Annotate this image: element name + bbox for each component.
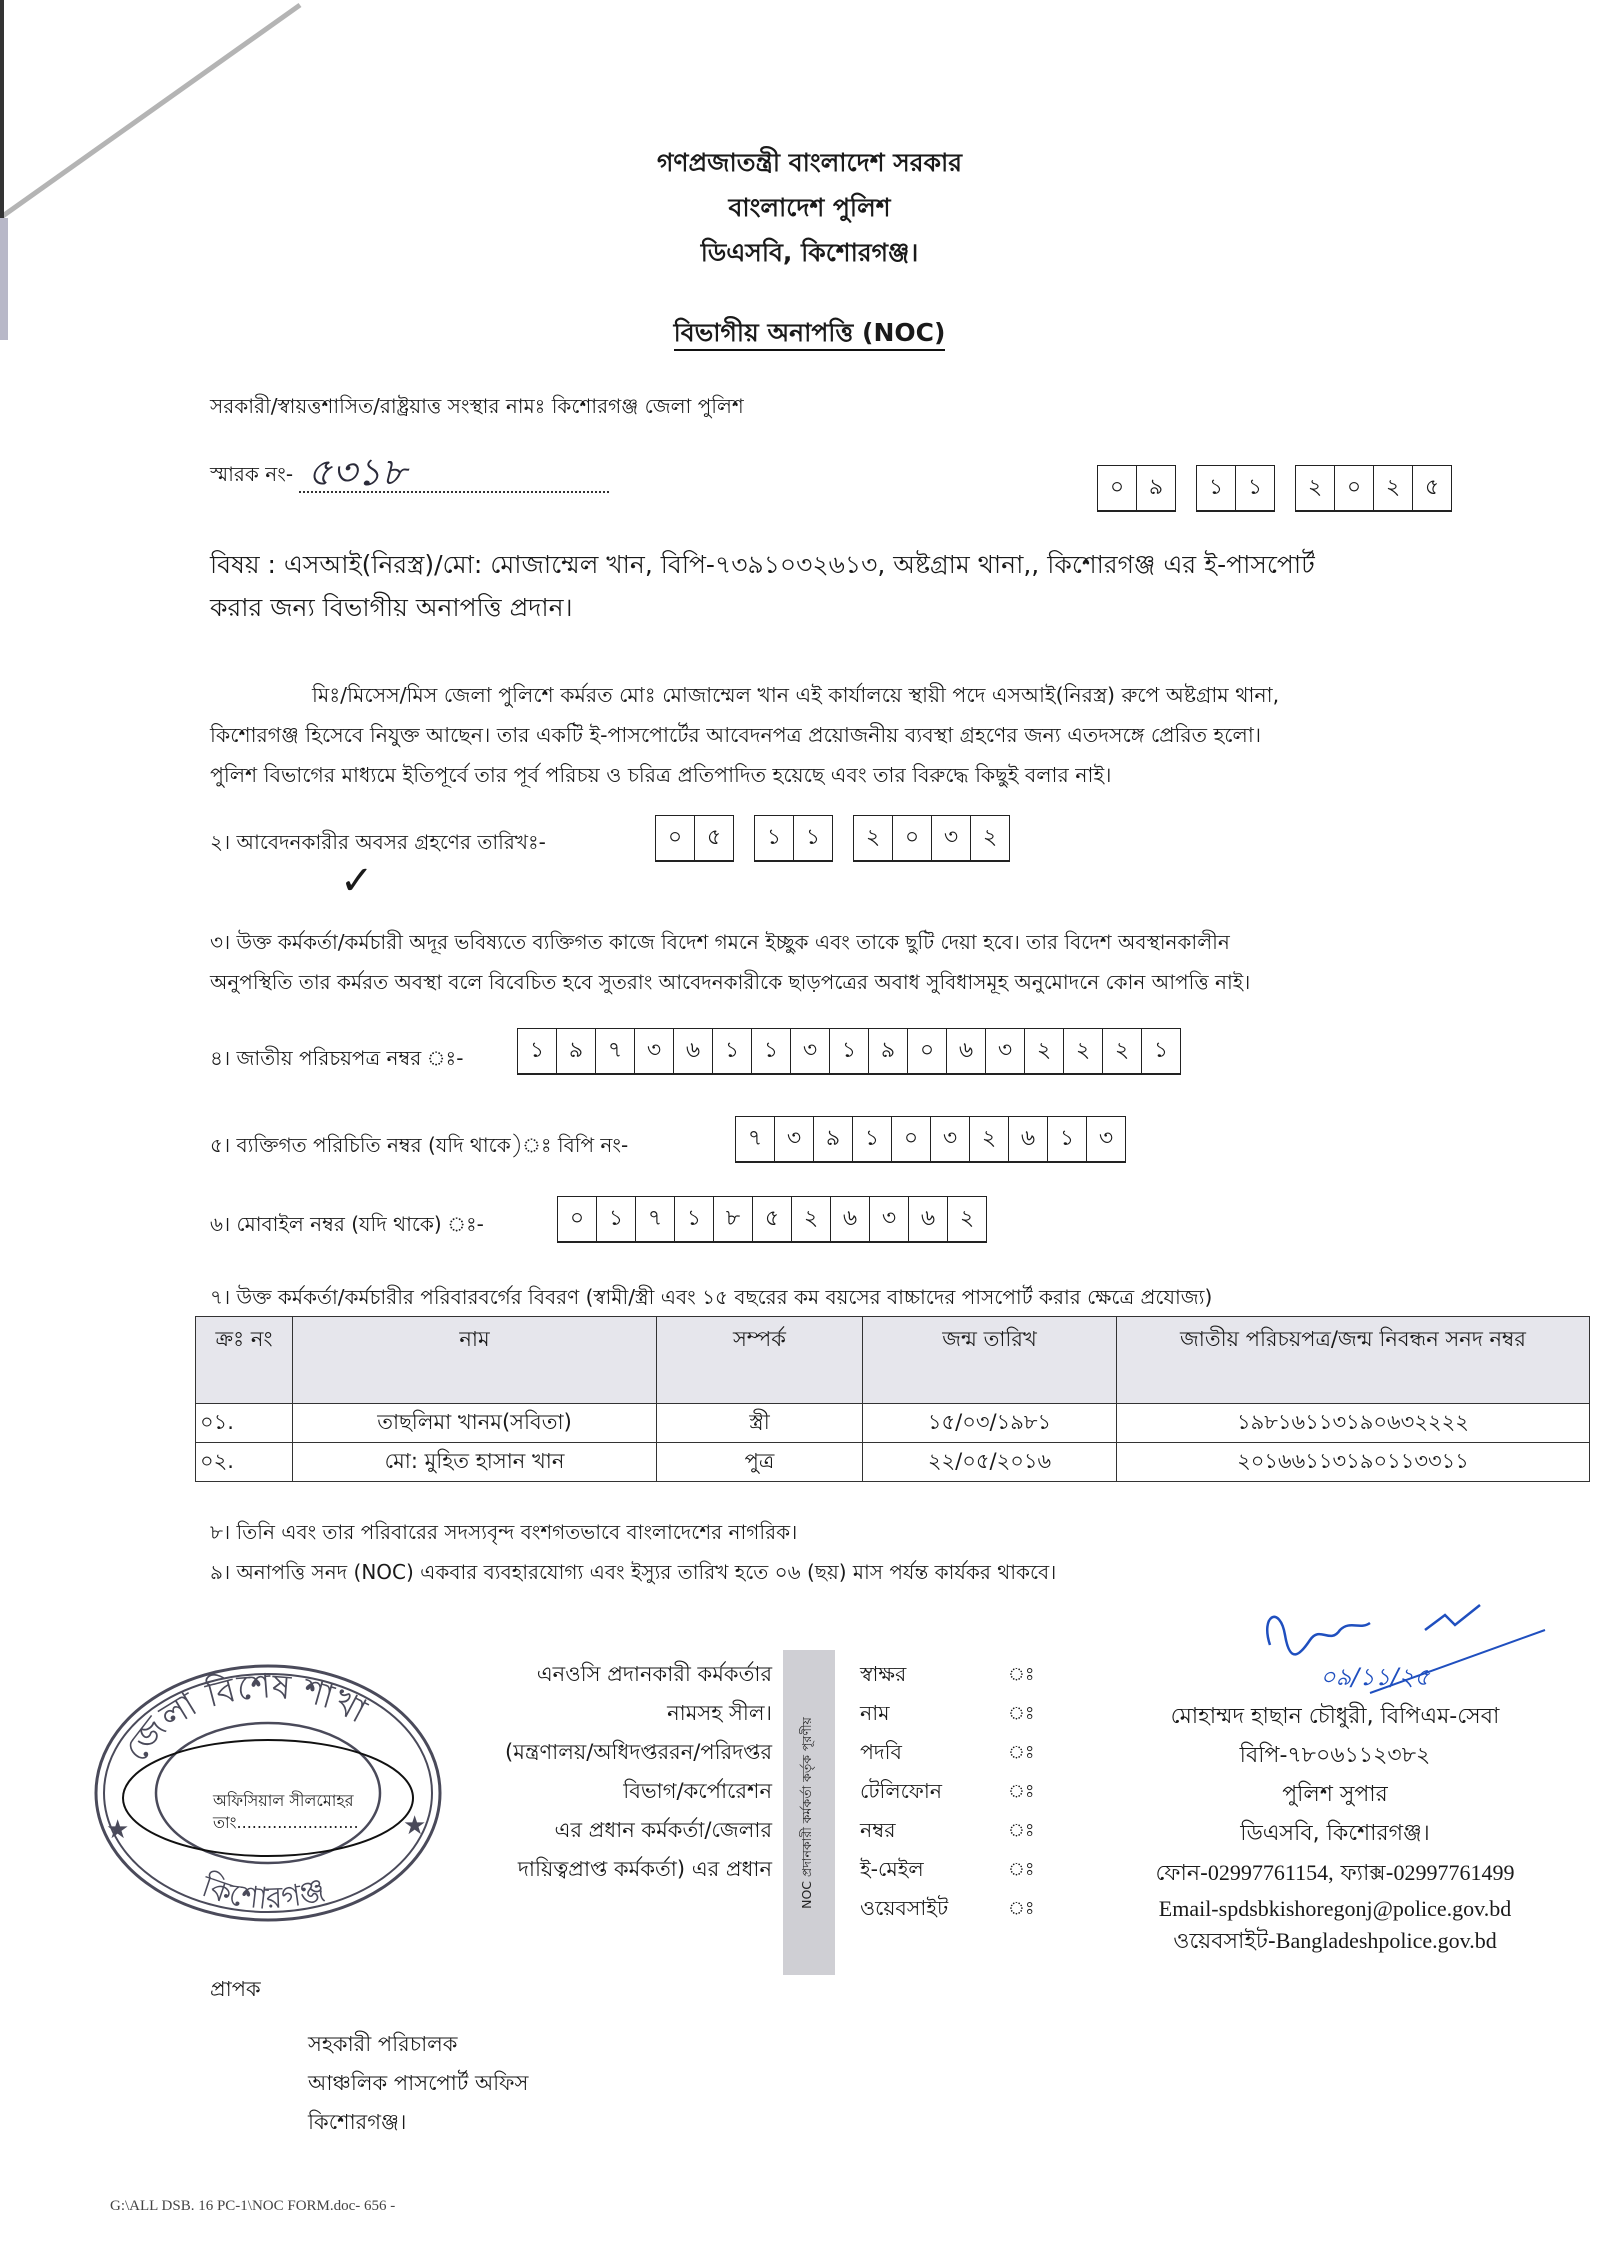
title-text: বিভাগীয় অনাপত্তি (NOC) (674, 318, 946, 351)
digit-box: ৬ (1009, 1117, 1048, 1161)
seal-date-label: তাং........................ (213, 1813, 359, 1832)
digit-box: ০ (893, 816, 932, 860)
signatory-website[interactable] (1065, 1925, 1605, 1958)
digit-box: ১ (752, 1029, 791, 1073)
subject-line-1: বিষয় : এসআই(নিরস্ত্র)/মো: মোজাম্মেল খান, বিপি-৭৩৯১০৩২৬১৩, অষ্টগ্রাম থানা,, কিশোরগঞ্জ এর ই-পাসপোর্ট (210, 550, 1315, 579)
issuer-note-line: এনওসি প্রদানকারী কর্মকর্তার (536, 1662, 772, 1686)
digit-box: ২ (1103, 1029, 1142, 1073)
digit-box: ৬ (909, 1197, 948, 1241)
field-colon: ঃ (1008, 1742, 1035, 1763)
digit-box: ২ (854, 816, 893, 860)
digit-box: ২ (1064, 1029, 1103, 1073)
field-label: নাম (860, 1701, 890, 1725)
digit-box: ০ (558, 1197, 597, 1241)
digit-box: ৫ (1424, 475, 1440, 500)
body-line-2: কিশোরগঞ্জ হিসেবে নিযুক্ত আছেন। তার একটি ই-পাসপোর্টের আবেদনপত্র প্রয়োজনীয় ব্যবস্থা গ্রহণের জন্য এতদসঙ্গে প্রেরিত হলো। (210, 723, 1262, 747)
col-nid: জাতীয় পরিচয়পত্র/জন্ম নিবন্ধন সনদ নম্বর (1117, 1317, 1590, 1404)
recipient-address (308, 2025, 528, 2142)
memo-date-year (1295, 465, 1452, 512)
memo-number: ৫৩১৮ (307, 450, 407, 494)
field-colon: ঃ (1008, 1820, 1035, 1841)
digit-box: ১ (518, 1029, 557, 1073)
handwritten-signature (1240, 1585, 1560, 1695)
col-name: নাম (293, 1317, 657, 1404)
fax-label: ফ্যাক্স- (1340, 1861, 1394, 1886)
col-serial: ক্রঃ নং (196, 1317, 293, 1404)
digit-box: ৭ (736, 1117, 775, 1161)
signatory-bp: বিপি-৭৮০৬১১২৩৮২ (1239, 1743, 1431, 1768)
header-office: ডিএসবি, কিশোরগঞ্জ। (700, 238, 919, 267)
issuer-note-line: বিভাগ/কর্পোরেশন (623, 1779, 772, 1803)
table-row (196, 1404, 1590, 1443)
item7-label: ৭। উক্ত কর্মকর্তা/কর্মচারীর পরিবারবর্গের বিবরণ (স্বামী/স্ত্রী এবং ১৫ বছরের কম বয়সের বাচ্চাদের পাসপোর্ট করার ক্ষেত্রে প্রযোজ্য) (210, 1285, 1213, 1309)
website-label: ওয়েবসাইট- (1173, 1929, 1276, 1954)
digit-box: ৬ (831, 1197, 870, 1241)
retirement-date-month (754, 815, 833, 862)
digit-box: ১ (1197, 466, 1236, 510)
vertical-label-bar (783, 1650, 835, 1975)
digit-box: ১ (1153, 1038, 1169, 1063)
issuer-note-line: (মন্ত্রণালয়/অধিদপ্তররন/পরিদপ্তর (505, 1740, 772, 1764)
fax-number: 02997761499 (1393, 1860, 1515, 1885)
digit-box: ১ (805, 825, 821, 850)
star-icon: ★ (106, 1815, 130, 1845)
digit-box: ২ (1296, 466, 1335, 510)
digit-box: ০ (1335, 466, 1374, 510)
footer-file-path: G:\ALL DSB. 16 PC-1\NOC FORM.doc- 656 - (110, 2198, 396, 2214)
digit-box: ৯ (557, 1029, 596, 1073)
table-cell: পুত্র (657, 1443, 863, 1482)
digit-box: ৭ (596, 1029, 635, 1073)
digit-box: ১ (1247, 475, 1263, 500)
official-seal (88, 1658, 448, 1928)
item2-label: ২। আবেদনকারীর অবসর গ্রহণের তারিখঃ- (210, 830, 546, 854)
seal-top-text: জেলা বিশেষ শাখা (116, 1666, 374, 1770)
body-line-3: পুলিশ বিভাগের মাধ্যমে ইতিপূর্বে তার পূর্ব পরিচয় ও চরিত্র প্রতিপাদিত হয়েছে এবং তার বিরুদ্ধে কিছুই বলার নাই। (210, 763, 1112, 787)
memo-label: স্মারক নং- (210, 462, 294, 486)
digit-box: ৫ (706, 825, 722, 850)
signature-date: ০৯/১১/২৫ (1320, 1663, 1430, 1691)
body-line-1: মিঃ/মিসেস/মিস জেলা পুলিশে কর্মরত মোঃ মোজাম্মেল খান এই কার্যালয়ে স্থায়ী পদে এসআই(নিরস্ত্র) রুপে অষ্টগ্রাম থানা, (312, 683, 1280, 707)
item5-label: ৫। ব্যক্তিগত পরিচিতি নম্বর (যদি থাকে)ঃ বিপি নং- (210, 1133, 629, 1157)
family-table (195, 1316, 1590, 1482)
signatory-contact (1065, 1853, 1605, 1893)
table-cell: মো: মুহিত হাসান খান (293, 1443, 657, 1482)
digit-box: ৩ (791, 1029, 830, 1073)
issuer-note-line: দায়িত্বপ্রাপ্ত কর্মকর্তা) এর প্রধান (517, 1857, 772, 1881)
seal-bottom-text: কিশোরগঞ্জ (197, 1869, 330, 1917)
digit-box: ৩ (931, 1117, 970, 1161)
digit-box: ১ (1048, 1117, 1087, 1161)
recipient-line: কিশোরগঞ্জ। (308, 2110, 407, 2134)
family-table-header (196, 1317, 1590, 1404)
field-colon: ঃ (1008, 1664, 1035, 1685)
mobile-number-boxes (557, 1196, 987, 1243)
table-cell: ১৯৮১৬১১৩১৯০৬৩২২২২ (1117, 1404, 1590, 1443)
signatory-office: ডিএসবি, কিশোরগঞ্জ। (1240, 1821, 1430, 1846)
item3-line-2: অনুপস্থিতি তার কর্মরত অবস্থা বলে বিবেচিত হবে সুতরাং আবেদনকারীকে ছাড়পত্রের অবাধ সুবিধাসমূহ অনুমোদনে কোন আপত্তি নাই। (210, 970, 1251, 994)
digit-box: ০ (908, 1029, 947, 1073)
field-colon: ঃ (1008, 1859, 1035, 1880)
digit-box: ৩ (870, 1197, 909, 1241)
digit-box: ৩ (932, 816, 971, 860)
digit-box: ৯ (869, 1029, 908, 1073)
seal-inner-label: অফিসিয়াল সীলমোহর (213, 1791, 354, 1810)
digit-box: ২ (1025, 1029, 1064, 1073)
digit-box: ১ (597, 1197, 636, 1241)
issuer-note (440, 1655, 772, 1889)
nid-number-boxes (517, 1028, 1181, 1075)
item8: ৮। তিনি এবং তার পরিবারের সদস্যবৃন্দ বংশগতভাবে বাংলাদেশের নাগরিক। (210, 1520, 798, 1544)
recipient-line: সহকারী পরিচালক (308, 2032, 458, 2056)
digit-box: ৭ (636, 1197, 675, 1241)
digit-box: ৯ (1148, 475, 1164, 500)
vertical-label: NOC প্রদানকারী কর্মকর্তা কর্তৃক পূরণীয় (799, 1716, 814, 1909)
field-label: স্বাক্ষর (860, 1662, 907, 1686)
field-colon: ঃ (1008, 1781, 1035, 1802)
digit-box: ০ (656, 816, 695, 860)
digit-box: ২ (970, 1117, 1009, 1161)
organization-line: সরকারী/স্বায়ত্তশাসিত/রাষ্ট্রয়াত্ত সংস্থার নামঃ কিশোরগঞ্জ জেলা পুলিশ (210, 394, 744, 418)
table-cell: ২২/০৫/২০১৬ (863, 1443, 1117, 1482)
recipient-line: আঞ্চলিক পাসপোর্ট অফিস (308, 2071, 529, 2095)
memo-date-day (1097, 465, 1176, 512)
item9: ৯। অনাপত্তি সনদ (NOC) একবার ব্যবহারযোগ্য এবং ইস্যুর তারিখ হতে ০৬ (ছয়) মাস পর্যন্ত কার্যকর থাকবে। (210, 1560, 1057, 1584)
digit-box: ৩ (986, 1029, 1025, 1073)
digit-box: ১ (830, 1029, 869, 1073)
signatory-block (1065, 1697, 1605, 1958)
signatory-email[interactable]: Email-spdsbkishoregonj@police.gov.bd (1158, 1896, 1512, 1921)
officer-field-labels (860, 1655, 948, 1928)
field-colon: ঃ (1008, 1898, 1035, 1919)
header-government: গণপ্রজাতন্ত্রী বাংলাদেশ সরকার (657, 148, 962, 177)
digit-box: ২ (959, 1206, 975, 1231)
retirement-date-day (655, 815, 734, 862)
digit-box: ২ (792, 1197, 831, 1241)
digit-box: ১ (853, 1117, 892, 1161)
field-label: পদবি (860, 1740, 902, 1764)
digit-box: ৬ (947, 1029, 986, 1073)
digit-box: ৫ (753, 1197, 792, 1241)
item3-line-1: ৩। উক্ত কর্মকর্তা/কর্মচারী অদূর ভবিষ্যতে ব্যক্তিগত কাজে বিদেশ গমনে ইচ্ছুক এবং তাকে ছুটি দেয়া হবে। তার বিদেশ অবস্থানকালীন (210, 930, 1230, 954)
item6-label: ৬। মোবাইল নম্বর (যদি থাকে) ঃ- (210, 1212, 484, 1236)
issuer-note-line: নামসহ সীল। (667, 1701, 772, 1725)
header-police: বাংলাদেশ পুলিশ (728, 193, 891, 222)
digit-box: ১ (755, 816, 794, 860)
digit-box: ২ (982, 825, 998, 850)
table-row (196, 1443, 1590, 1482)
memo-row (210, 450, 609, 494)
phone-label: ফোন- (1155, 1861, 1208, 1886)
digit-box: ০ (892, 1117, 931, 1161)
website-url: Bangladeshpolice.gov.bd (1275, 1928, 1497, 1953)
field-label: নম্বর (860, 1818, 896, 1842)
digit-box: ০ (1098, 466, 1137, 510)
recipient-label: প্রাপক (210, 1977, 261, 2001)
table-cell: ২০১৬৬১১৩১৯০১১৩৩১১ (1117, 1443, 1590, 1482)
phone-number: 02997761154, (1207, 1860, 1334, 1885)
checkmark: ✓ (340, 858, 374, 904)
signatory-name: মোহাম্মদ হাছান চৌধুরী, বিপিএম-সেবা (1170, 1704, 1500, 1729)
retirement-date-year (853, 815, 1010, 862)
digit-box: ৩ (635, 1029, 674, 1073)
issuer-note-line: এর প্রধান কর্মকর্তা/জেলার (554, 1818, 772, 1842)
digit-box: ৩ (1098, 1126, 1114, 1151)
digit-box: ২ (1374, 466, 1413, 510)
field-colon: ঃ (1008, 1703, 1035, 1724)
table-cell: স্ত্রী (657, 1404, 863, 1443)
digit-box: ৬ (674, 1029, 713, 1073)
table-cell: ০২. (196, 1443, 293, 1482)
subject-line-2: করার জন্য বিভাগীয় অনাপত্তি প্রদান। (210, 593, 573, 622)
bp-number-boxes (735, 1116, 1126, 1163)
document-title (0, 313, 1619, 356)
digit-box: ১ (713, 1029, 752, 1073)
field-label: ওয়েবসাইট (860, 1896, 949, 1920)
signatory-designation: পুলিশ সুপার (1282, 1782, 1388, 1807)
memo-number-field (299, 450, 609, 494)
item4-label: ৪। জাতীয় পরিচয়পত্র নম্বর ঃ- (210, 1046, 464, 1070)
field-label: ই-মেইল (860, 1857, 924, 1881)
digit-box: ৯ (814, 1117, 853, 1161)
digit-box: ১ (675, 1197, 714, 1241)
officer-field-colons (1008, 1655, 1034, 1928)
col-relation: সম্পর্ক (657, 1317, 863, 1404)
memo-date (1097, 465, 1452, 512)
table-cell: তাছলিমা খানম(সবিতা) (293, 1404, 657, 1443)
memo-date-month (1196, 465, 1275, 512)
table-cell: ১৫/০৩/১৯৮১ (863, 1404, 1117, 1443)
digit-box: ৮ (714, 1197, 753, 1241)
field-label: টেলিফোন (860, 1779, 943, 1803)
col-dob: জন্ম তারিখ (863, 1317, 1117, 1404)
star-icon: ★ (403, 1811, 427, 1841)
digit-box: ৩ (775, 1117, 814, 1161)
table-cell: ০১. (196, 1404, 293, 1443)
retirement-date (655, 815, 1010, 862)
